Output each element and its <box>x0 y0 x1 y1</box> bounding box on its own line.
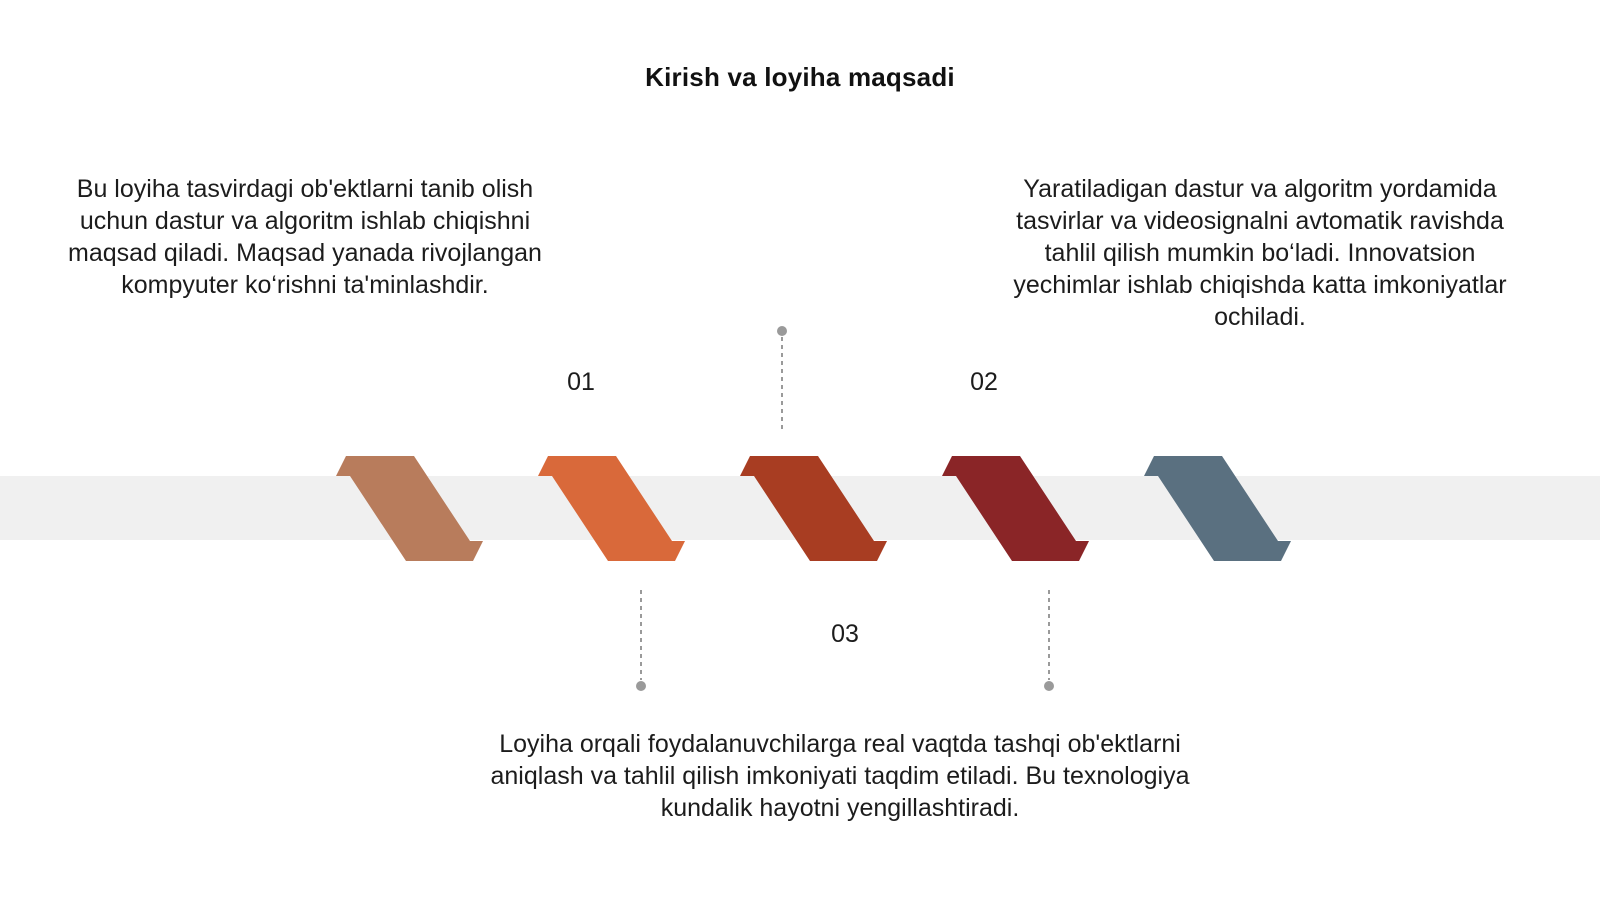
step-02-text: Yaratiladigan dastur va algoritm yordamida tasvirlar va videosignalni avtomatik ravishda tahlil qilish mumkin bo‘ladi. Innovatsion yechimlar ishlab chiqishda katta imkoniyatlar ochiladi. <box>1013 175 1507 331</box>
step-02-number: 02 <box>970 368 998 396</box>
step-03-number: 03 <box>831 620 859 648</box>
connector-bottom-left <box>636 590 646 691</box>
step-03-text: Loyiha orqali foydalanuvchilarga real vaqtda tashqi ob'ektlarni aniqlash va tahlil qilish imkoniyati taqdim etiladi. Bu texnologiya kundalik hayotni yengillashtiradi. <box>490 730 1190 822</box>
step-01-text: Bu loyiha tasvirdagi ob'ektlarni tanib olish uchun dastur va algoritm ishlab chiqishni maqsad qiladi. Maqsad yanada rivojlangan kompyuter ko‘rishni ta'minlashdir. <box>68 175 542 299</box>
step-01-number: 01 <box>567 368 595 396</box>
page-title: Kirish va loyiha maqsadi <box>645 62 955 92</box>
connector-bottom-right <box>1044 590 1054 691</box>
connector-top <box>777 326 787 430</box>
